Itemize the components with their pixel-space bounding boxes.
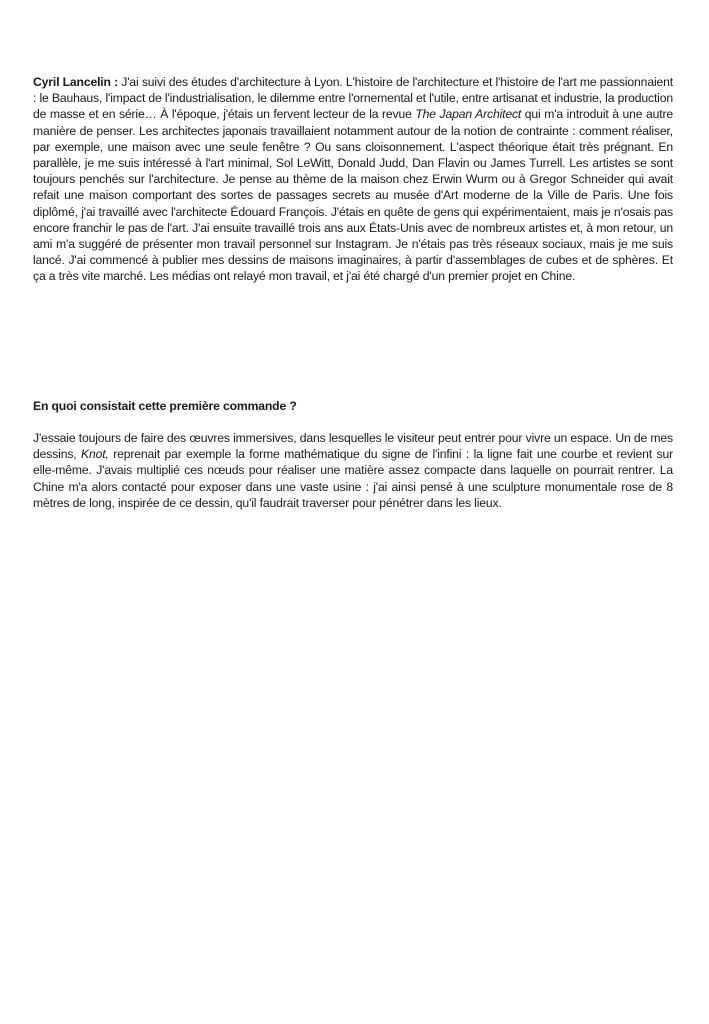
intro-paragraph bbox=[33, 74, 673, 285]
artwork-title: Knot, bbox=[81, 447, 109, 462]
intro-text-part-1: J'ai suivi des études d'architecture à Lyon. L'histoire de l'architecture et l'histoire de l'art me passionnaient : le Bauhaus, l'impact de l'industrialisation, le dilemme entre l'ornemental et l'utile, entre artisanat et industrie, la production de masse et en série… À l'époque, j'étais un fervent lecteur de la revue bbox=[33, 75, 673, 122]
answer-paragraph bbox=[33, 430, 673, 511]
interview-question: En quoi consistait cette première commande ? bbox=[33, 399, 297, 413]
intro-text-part-2: qui m'a introduit à une autre manière de penser. Les architectes japonais travaillaient notamment autour de la notion de contrainte : comment réaliser, par exemple, une maison avec une seule fenêtre ? Ou sans cloisonnement. L'aspect théorique était très prégnant. En parallèle, je me suis intéressé à l'art minimal, Sol LeWitt, Donald Judd, Dan Flavin ou James Turrell. Les artistes se sont toujours penchés sur l'architecture. Je pense au thème de la maison chez Erwin Wurm ou à Gregor Schneider qui avait refait une maison comportant des sortes de passages secrets au musée d'Art moderne de la Ville de Paris. Une fois diplômé, j'ai travaillé avec l'architecte Édouard François. J'étais en quête de gens qui expérimentaient, mais je n'osais pas encore franchir le pas de l'art. J'ai ensuite travaillé trois ans aux États-Unis avec de nombreux artistes et, à mon retour, un ami m'a suggéré de présenter mon travail personnel sur Instagram. Je n'étais pas très réseaux sociaux, mais je me suis lancé. J'ai commencé à publier mes dessins de maisons imaginaires, à partir d'assemblages de cubes et de sphères. Et ça a très vite marché. Les médias ont relayé mon travail, et j'ai été chargé d'un premier projet en Chine. bbox=[33, 107, 673, 284]
answer-text-part-1: J'essaie toujours de faire des œuvres immersives, dans lesquelles le visiteur peut entrer pour vivre un espace. Un de mes dessins, bbox=[33, 431, 673, 462]
answer-text-part-2: reprenait par exemple la forme mathématique du signe de l'infini : la ligne fait une courbe et revient sur elle-même. J'avais multiplié ces nœuds pour réaliser une matière assez compacte dans laquelle on pourrait rentrer. La Chine m'a alors contacté pour exposer dans une vaste usine : j'ai ainsi pensé à une sculpture monumentale rose de 8 mètres de long, inspirée de ce dessin, qu'il faudrait traverser pour pénétrer dans les lieux. bbox=[33, 447, 673, 510]
interview-body bbox=[33, 74, 673, 285]
speaker-name: Cyril Lancelin : bbox=[33, 75, 119, 89]
magazine-title: The Japan Architect bbox=[415, 107, 522, 122]
